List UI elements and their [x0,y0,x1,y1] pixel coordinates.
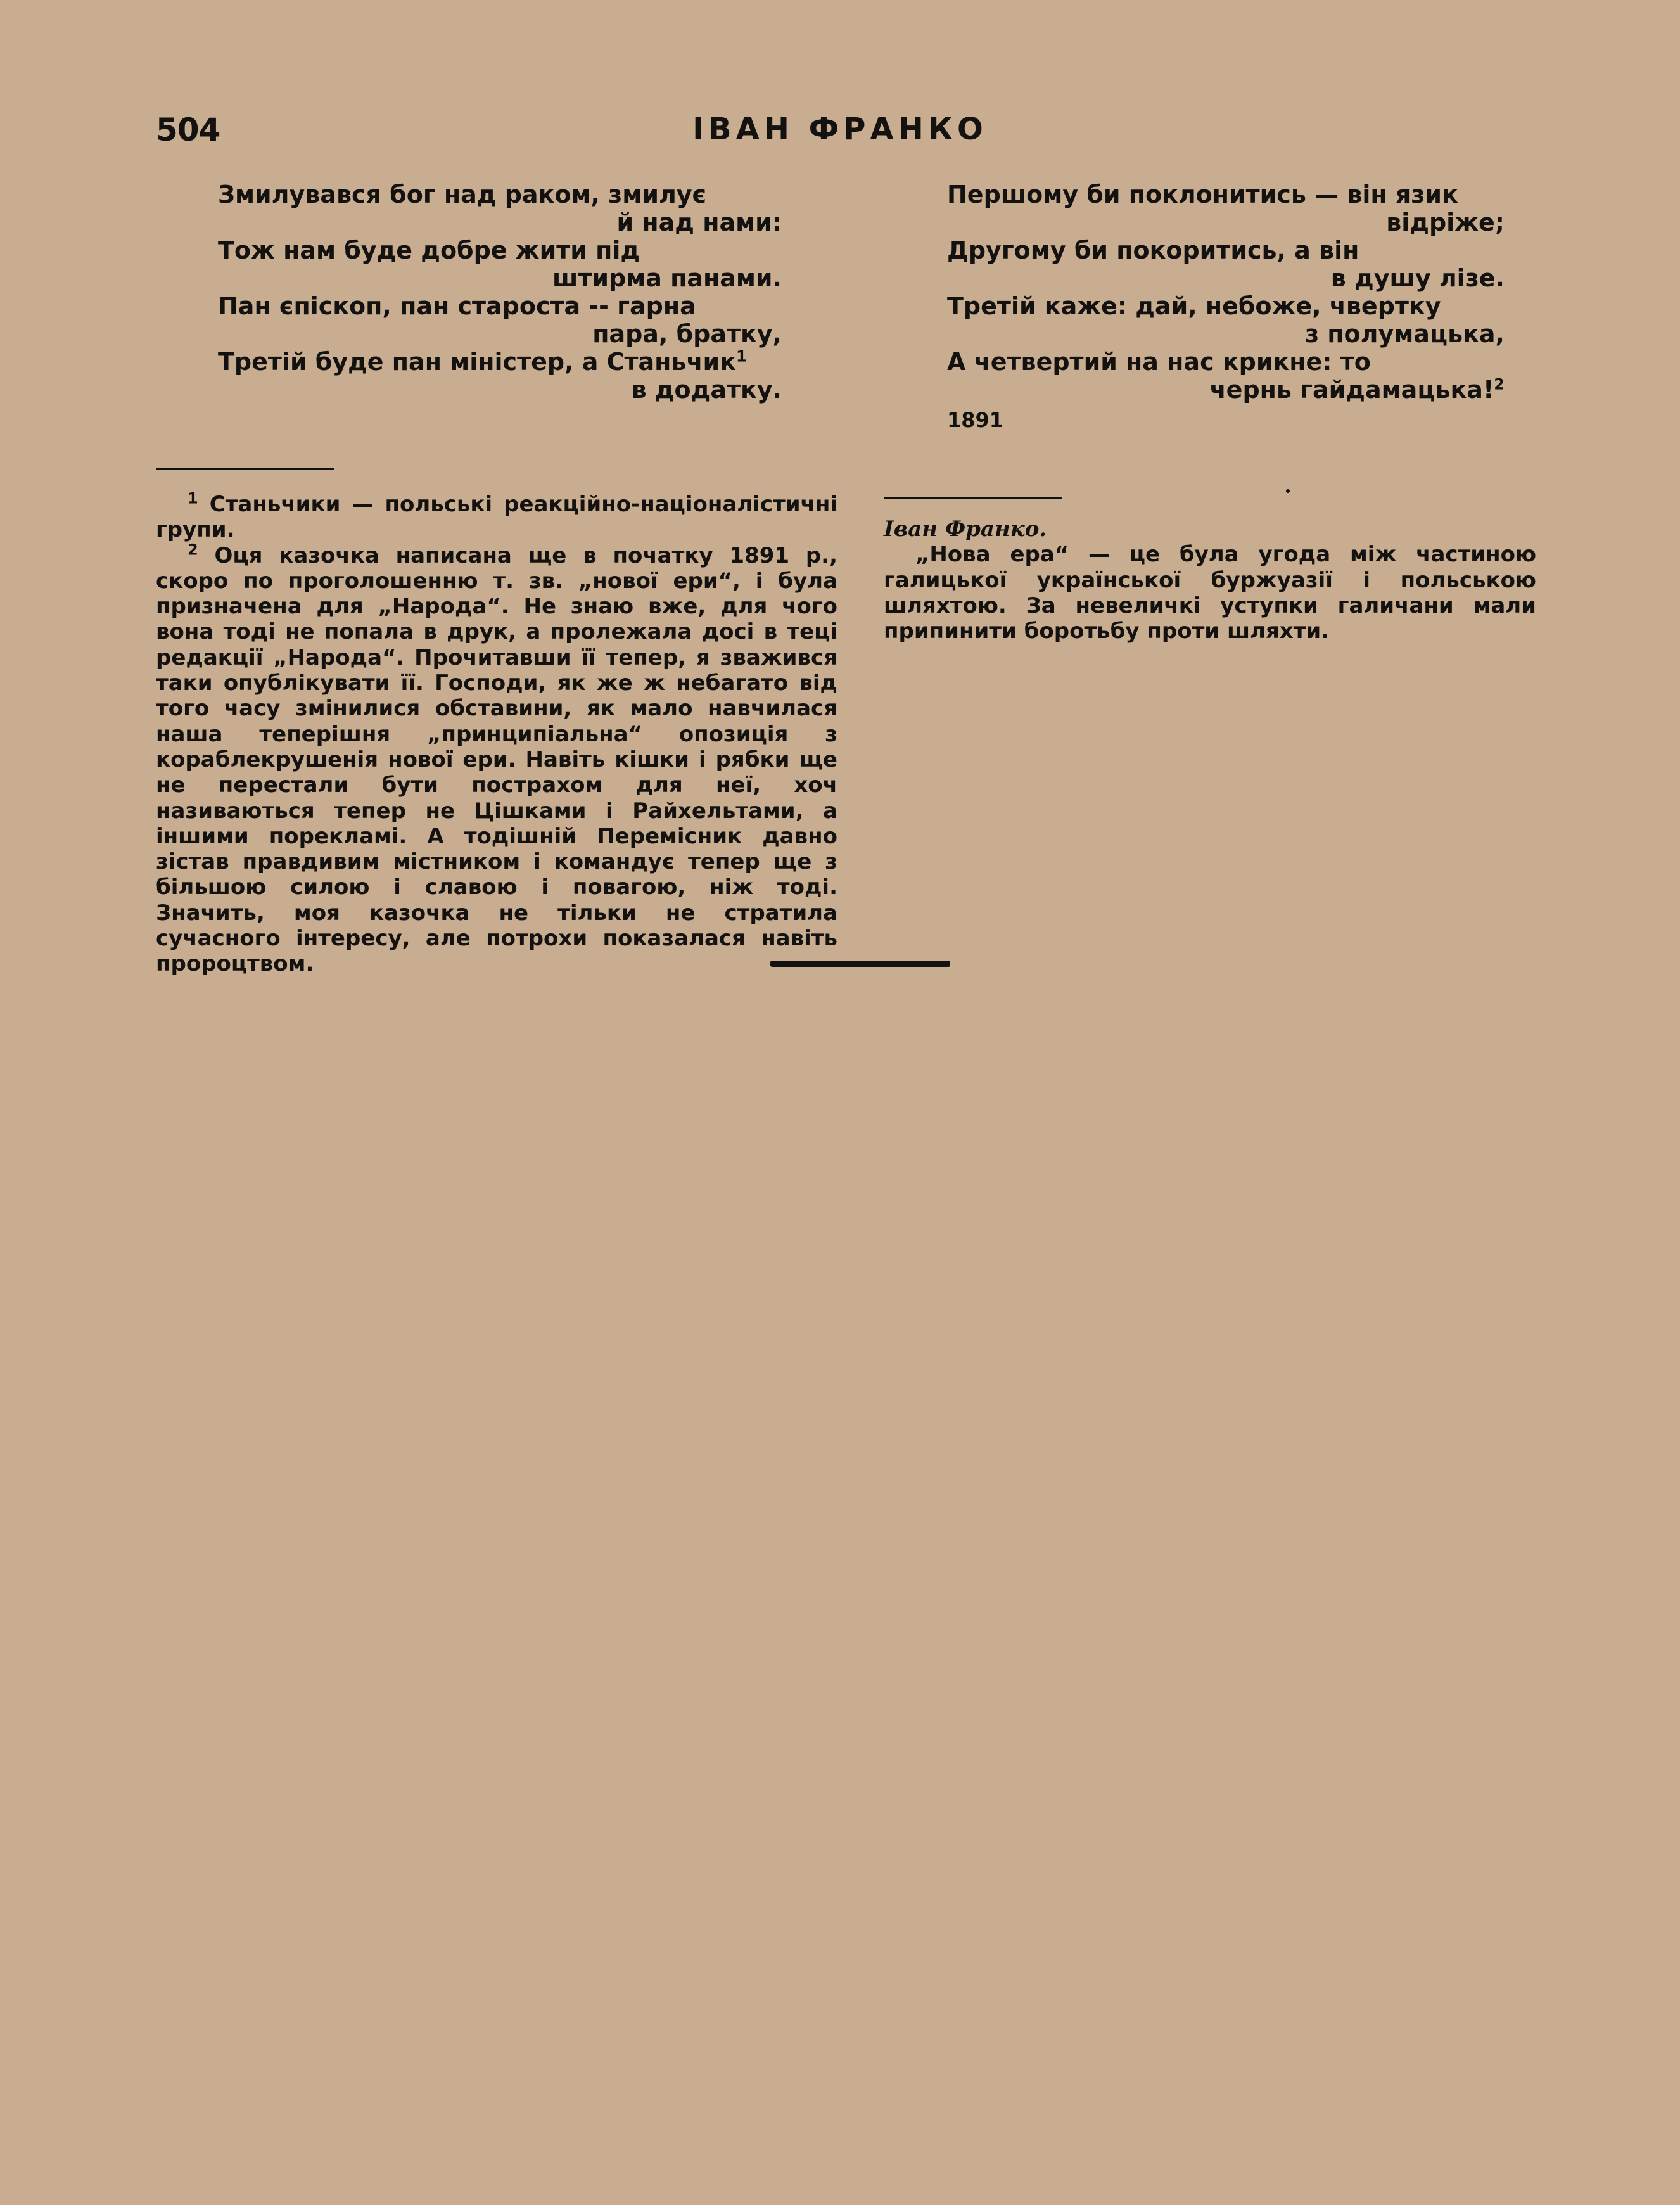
poem-column-right [947,181,1505,434]
poem-line: А четвертий на нас крикне: то [947,348,1371,376]
footnote-1 [156,489,838,543]
poem-line-text: чернь гайдамацька! [1209,376,1494,404]
page-number: 504 [156,112,220,148]
footnote-2 [156,540,837,977]
poem-line-continuation: й над нами: [616,208,782,236]
poem-line: Змилувався бог над раком, змилує [218,181,707,208]
footnote-rule [156,468,334,470]
poem-line-continuation: пара, братку, [592,320,782,348]
footnote-text: Станьчики — польські реакційно-націоналістичні групи. [156,492,838,543]
footnote-number: 2 [188,540,198,559]
footnote-text: Оця казочка написана ще в початку 1891 р., скоро по проголошенню т. зв. „нової ери“, і була призначена для „Народа“. Не знаю вже, для чого вона тоді не попала в друк, а пролежала досі в теці редакції „Народа“. Прочитавши її тепер, я зважився таки опублікувати її. Господи, як же ж небагато від того часу змінилися обставини, як мало навчилася наша теперішня „принципіальна“ опозиція з кораблекрушенія нової ери. Навіть кішки і рябки ще не перестали бути пострахом для неї, хоч називаються тепер не Цішками і Райхельтами, а іншими порекламі. А тодішній Перемісник давно зістав правдивим містником і командує тепер ще з більшою силою і славою і повагою, ніж тоді. Значить, моя казочка не тільки не стратила сучасного інтересу, але потрохи показалася навіть пророцтвом. [156,542,837,977]
poem-line: Пан єпіскоп, пан староста -- гарна [218,292,696,320]
footnote-rule [884,497,1062,499]
print-speck [1286,489,1290,493]
poem-line-continuation [947,376,1505,404]
running-head: ІВАН ФРАНКО [692,112,988,147]
footnote-mark: 1 [735,347,747,366]
poem-line: Тож нам буде добре жити під [218,236,640,264]
poem-line: Третій каже: дай, небоже, чвертку [947,292,1441,320]
poem-line-continuation: з полумацька, [1304,320,1505,348]
poem-line: Другому би покоритись, а він [947,236,1359,264]
poem-column-left [218,181,782,404]
poem-line: Першому би поклонитись — він язик [947,181,1458,208]
poem-line [218,348,782,376]
footnotes-column-right [884,516,1536,644]
footnote-signature: Іван Франко. [884,516,1047,542]
footnote-mark: 2 [1494,375,1505,393]
poem-line-text: Третій буде пан міністер, а Станьчик [218,348,736,376]
poem-line-continuation: в душу лізе. [1330,264,1505,292]
poem-line-continuation: в додатку. [631,376,782,404]
footnote-number: 1 [188,489,198,508]
end-ornament-rule [770,961,950,967]
poem-line-continuation: відріже; [1386,208,1505,236]
poem-date: 1891 [947,408,1004,432]
poem-line-continuation: штирма панами. [552,264,782,292]
footnote-3: „Нова ера“ — це була угода між частиною галицької української буржуазії і польською шляхтою. За невеличкі уступки галичани мали припинити боротьбу проти шляхти. [884,542,1536,644]
footnotes-column-left [156,489,838,977]
